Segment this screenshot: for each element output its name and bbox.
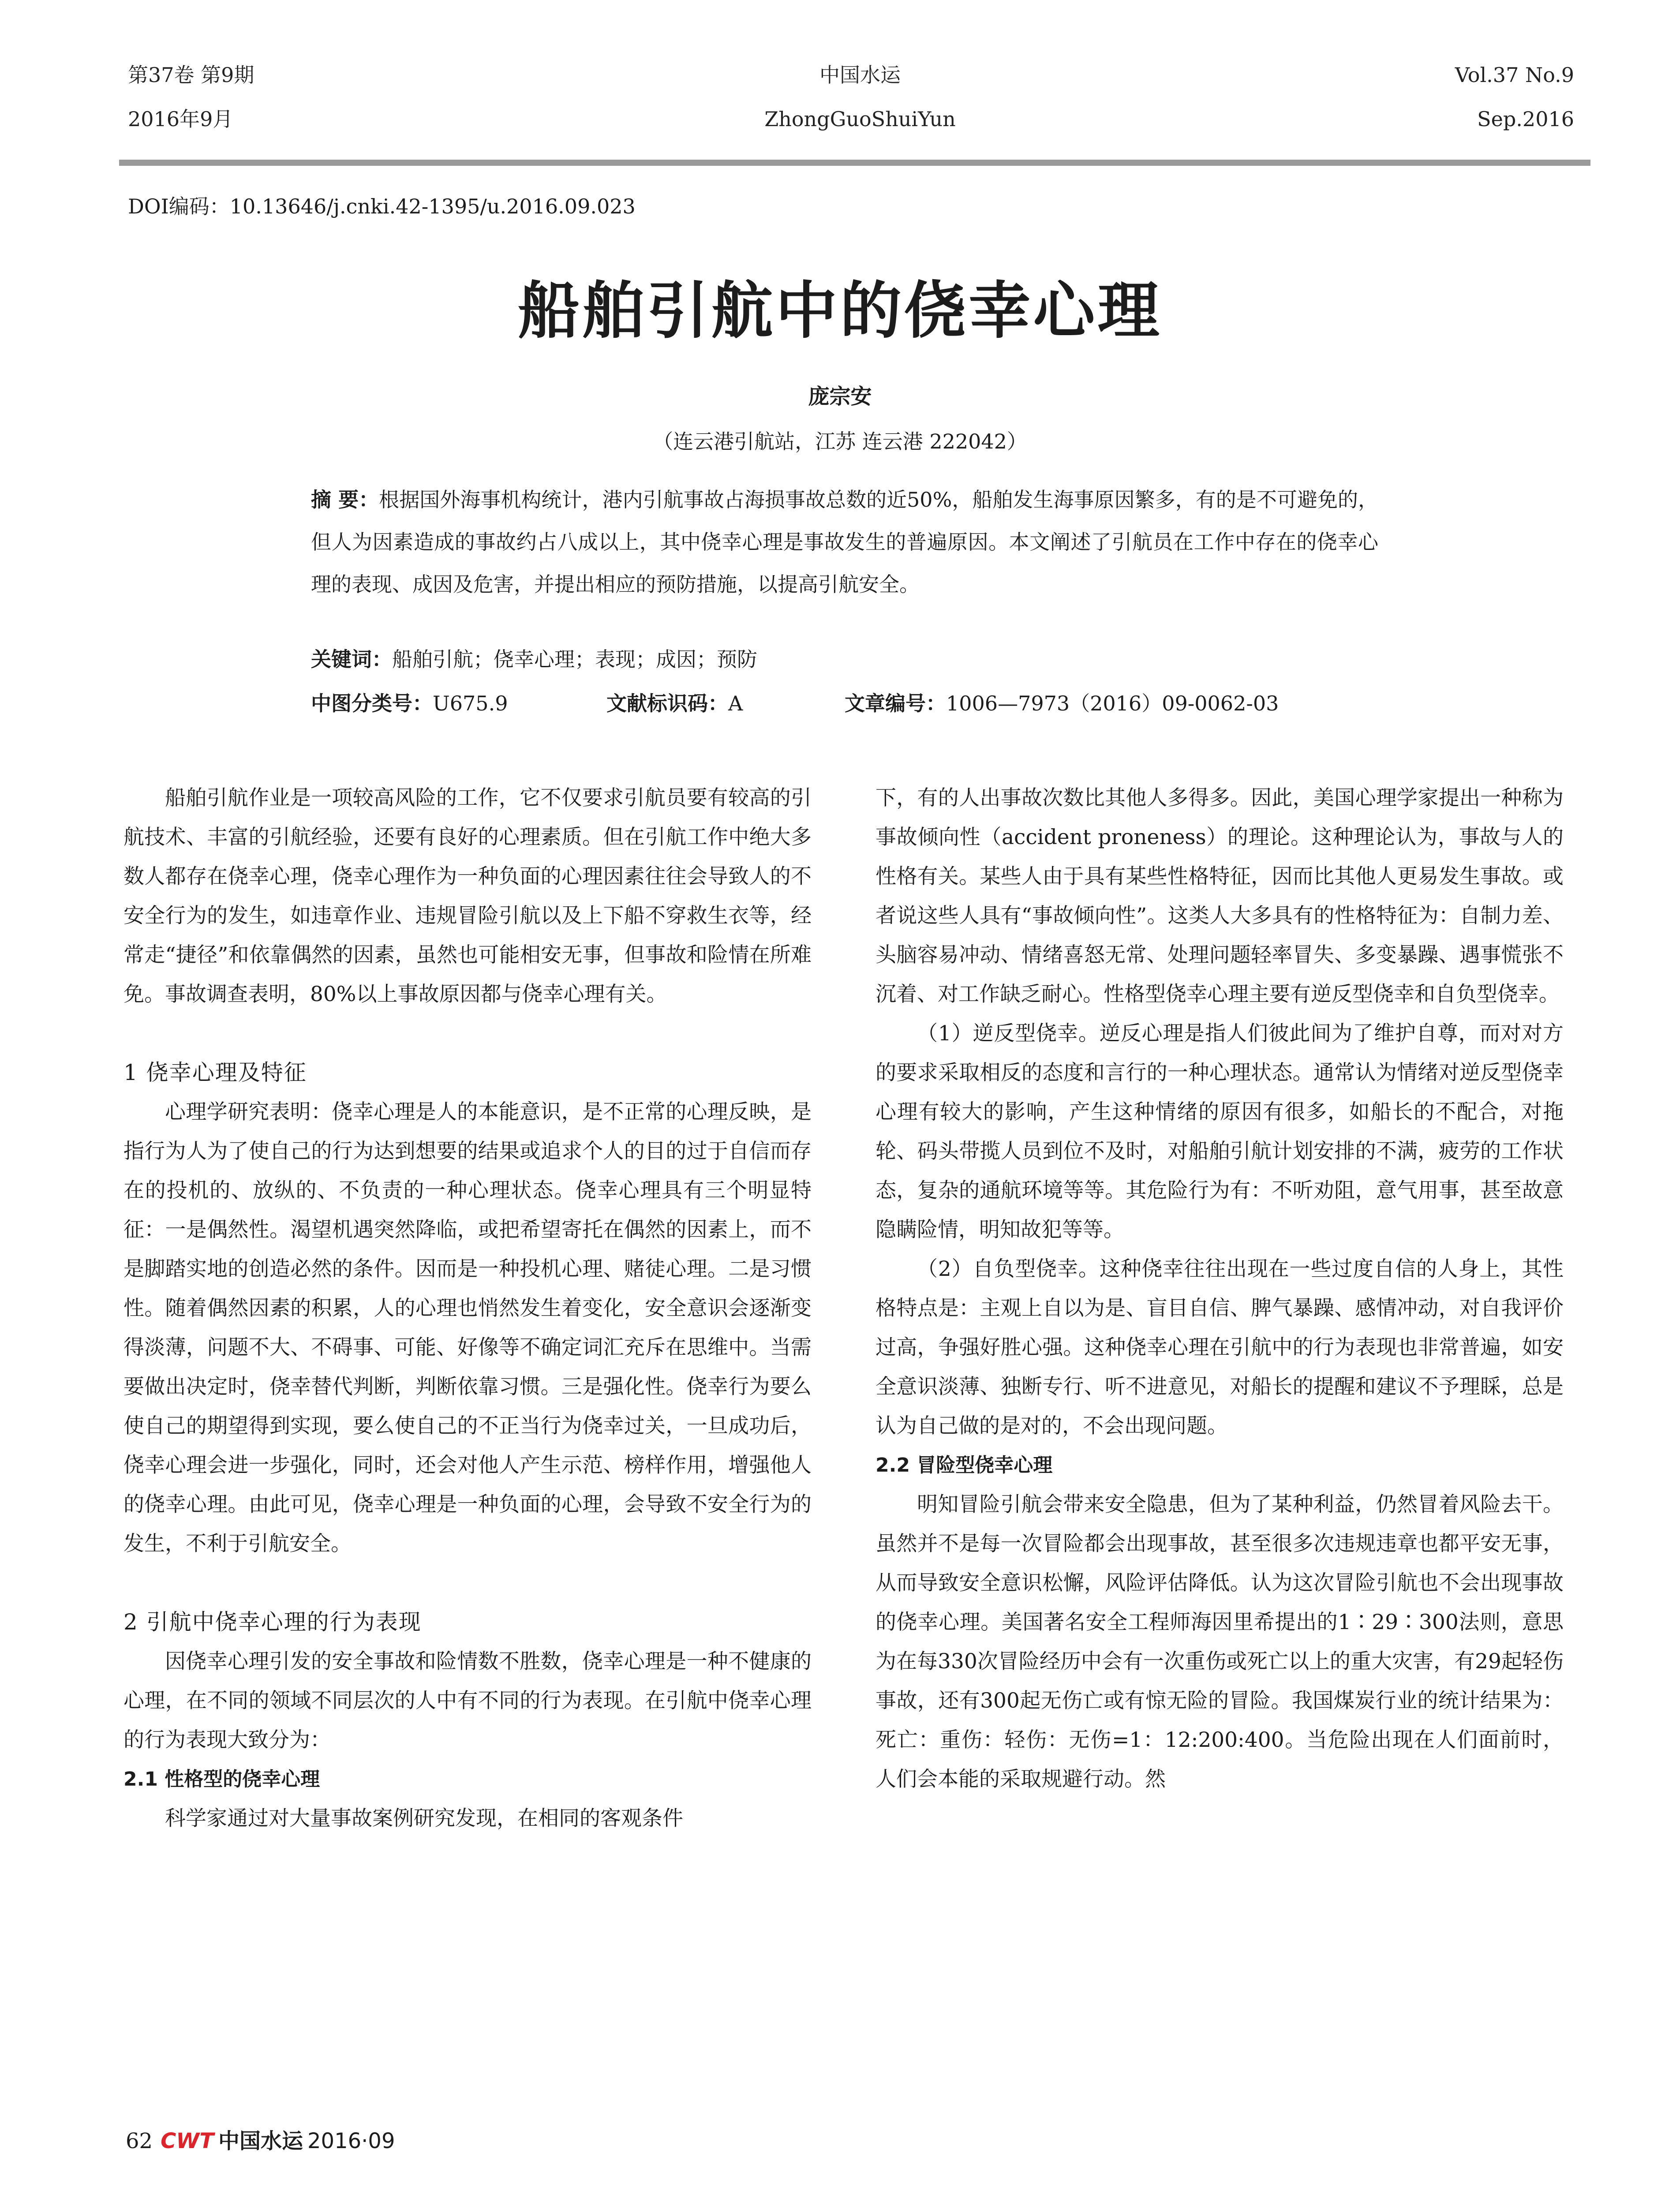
affiliation: （连云港引航站，江苏 连云港 222042） xyxy=(653,430,1027,453)
keywords-label: 关键词： xyxy=(311,647,392,671)
header-volume-en: Vol.37 No.9 xyxy=(1455,63,1574,87)
paper-title: 船舶引航中的侥幸心理 xyxy=(518,275,1162,347)
keywords xyxy=(311,646,757,673)
right-column xyxy=(876,778,1564,1799)
paragraph-rebellious-type: （1）逆反型侥幸。逆反心理是指人们彼此间为了维护自尊，而对对方的要求采取相反的态度和言行的一种心理状态。通常认为情绪对逆反型侥幸心理有较大的影响，产生这种情绪的原因有很多，如船长的不配合，对拖轮、码头带揽人员到位不及时，对船舶引航计划安排的不满，疲劳的工作状态，复杂的通航环境等等。其危险行为有：不听劝阻，意气用事，甚至故意隐瞒险情，明知故犯等等。 xyxy=(876,1021,1564,1242)
header-volume-cn: 第37卷 第9期 xyxy=(128,63,254,87)
article-number xyxy=(845,690,1279,717)
header-divider xyxy=(119,160,1590,166)
paragraph-section-2-1: 科学家通过对大量事故案例研究发现，在相同的客观条件 xyxy=(165,1806,683,1831)
header-date-en: Sep.2016 xyxy=(1477,107,1574,131)
cwt-logo: CWT xyxy=(161,2129,214,2153)
footer-date: 2016·09 xyxy=(307,2129,395,2153)
paragraph-section-2: 因侥幸心理引发的安全事故和险情数不胜数，侥幸心理是一种不健康的心理，在不同的领域不同层次的人中有不同的行为表现。在引航中侥幸心理的行为表现大致分为： xyxy=(123,1649,812,1752)
doc-value: A xyxy=(728,691,743,715)
subsection-heading-2-2: 2.2 冒险型侥幸心理 xyxy=(876,1454,1053,1476)
doi: DOI编码：10.13646/j.cnki.42-1395/u.2016.09.023 xyxy=(128,194,636,218)
footer-journal: 中国水运 xyxy=(218,2129,303,2153)
page-footer xyxy=(126,2128,395,2154)
header-date-cn: 2016年9月 xyxy=(128,107,233,131)
paragraph-section-2-2: 明知冒险引航会带来安全隐患，但为了某种利益，仍然冒着风险去干。虽然并不是每一次冒险都会出现事故，甚至很多次违规违章也都平安无事，从而导致安全意识松懈，风险评估降低。认为这次冒险引航也不会出现事故的侥幸心理。美国著名安全工程师海因里希提出的1∶29∶300法则，意思为在每330次冒险经历中会有一次重伤或死亡以上的重大灾害，有29起轻伤事故，还有300起无伤亡或有惊无险的冒险。我国煤炭行业的统计结果为：死亡：重伤：轻伤：无伤=1：12:200:400。当危险出现在人们面前时，人们会本能的采取规避行动。然 xyxy=(876,1492,1564,1791)
section-heading-2: 2 引航中侥幸心理的行为表现 xyxy=(123,1609,422,1635)
author: 庞宗安 xyxy=(808,384,872,409)
art-value: 1006—7973（2016）09-0062-03 xyxy=(946,691,1279,715)
page-number: 62 xyxy=(126,2129,153,2153)
abstract-text: 根据国外海事机构统计，港内引航事故占海损事故总数的近50%，船舶发生海事原因繁多，有的是不可避免的，但人为因素造成的事故约占八成以上，其中侥幸心理是事故发生的普遍原因。本文阐述了引航员在工作中存在的侥幸心理的表现、成因及危害，并提出相应的预防措施，以提高引航安全。 xyxy=(311,488,1378,596)
clc-number xyxy=(311,690,508,717)
left-column xyxy=(123,778,812,1838)
doc-code xyxy=(606,690,743,717)
subsection-heading-2-1: 2.1 性格型的侥幸心理 xyxy=(123,1768,320,1790)
abstract xyxy=(311,478,1378,605)
paragraph-section-1: 心理学研究表明：侥幸心理是人的本能意识，是不正常的心理反映，是指行为人为了使自己的行为达到想要的结果或追求个人的目的过于自信而存在的投机的、放纵的、不负责的一种心理状态。侥幸心理具有三个明显特征：一是偶然性。渴望机遇突然降临，或把希望寄托在偶然的因素上，而不是脚踏实地的创造必然的条件。因而是一种投机心理、赌徒心理。二是习惯性。随着偶然因素的积累，人的心理也悄然发生着变化，安全意识会逐渐变得淡薄，问题不大、不碍事、可能、好像等不确定词汇充斥在思维中。当需要做出决定时，侥幸替代判断，判断依靠习惯。三是强化性。侥幸行为要么使自己的期望得到实现，要么使自己的不正当行为侥幸过关，一旦成功后，侥幸心理会进一步强化，同时，还会对他人产生示范、榜样作用，增强他人的侥幸心理。由此可见，侥幸心理是一种负面的心理，会导致不安全行为的发生，不利于引航安全。 xyxy=(123,1100,812,1556)
paragraph-conceited-type: （2）自负型侥幸。这种侥幸往往出现在一些过度自信的人身上，其性格特点是：主观上自以为是、盲目自信、脾气暴躁、感情冲动，对自我评价过高，争强好胜心强。这种侥幸心理在引航中的行为表现也非常普遍，如安全意识淡薄、独断专行、听不进意见，对船长的提醒和建议不予理睬，总是认为自己做的是对的，不会出现问题。 xyxy=(876,1257,1564,1438)
keywords-text: 船舶引航；侥幸心理；表现；成因；预防 xyxy=(392,647,757,671)
art-label: 文章编号： xyxy=(845,691,946,715)
clc-value: U675.9 xyxy=(433,691,508,715)
header-journal-en: ZhongGuoShuiYun xyxy=(764,107,956,131)
section-heading-1: 1 侥幸心理及特征 xyxy=(123,1060,307,1085)
paragraph-continued: 下，有的人出事故次数比其他人多得多。因此，美国心理学家提出一种称为事故倾向性（accident proneness）的理论。这种理论认为，事故与人的性格有关。某些人由于具有某些性格特征，因而比其他人更易发生事故。或者说这些人具有“事故倾向性”。这类人大多具有的性格特征为：自制力差、头脑容易冲动、情绪喜怒无常、处理问题轻率冒失、多变暴躁、遇事慌张不沉着、对工作缺乏耐心。性格型侥幸心理主要有逆反型侥幸和自负型侥幸。 xyxy=(876,786,1564,1006)
doc-label: 文献标识码： xyxy=(606,691,728,715)
header-journal-cn: 中国水运 xyxy=(819,63,901,87)
abstract-label: 摘 要： xyxy=(311,488,379,512)
paragraph-intro: 船舶引航作业是一项较高风险的工作，它不仅要求引航员要有较高的引航技术、丰富的引航经验，还要有良好的心理素质。但在引航工作中绝大多数人都存在侥幸心理，侥幸心理作为一种负面的心理因素往往会导致人的不安全行为的发生，如违章作业、违规冒险引航以及上下船不穿救生衣等，经常走“捷径”和依靠偶然的因素，虽然也可能相安无事，但事故和险情在所难免。事故调查表明，80%以上事故原因都与侥幸心理有关。 xyxy=(123,786,812,1006)
clc-label: 中图分类号： xyxy=(311,691,433,715)
